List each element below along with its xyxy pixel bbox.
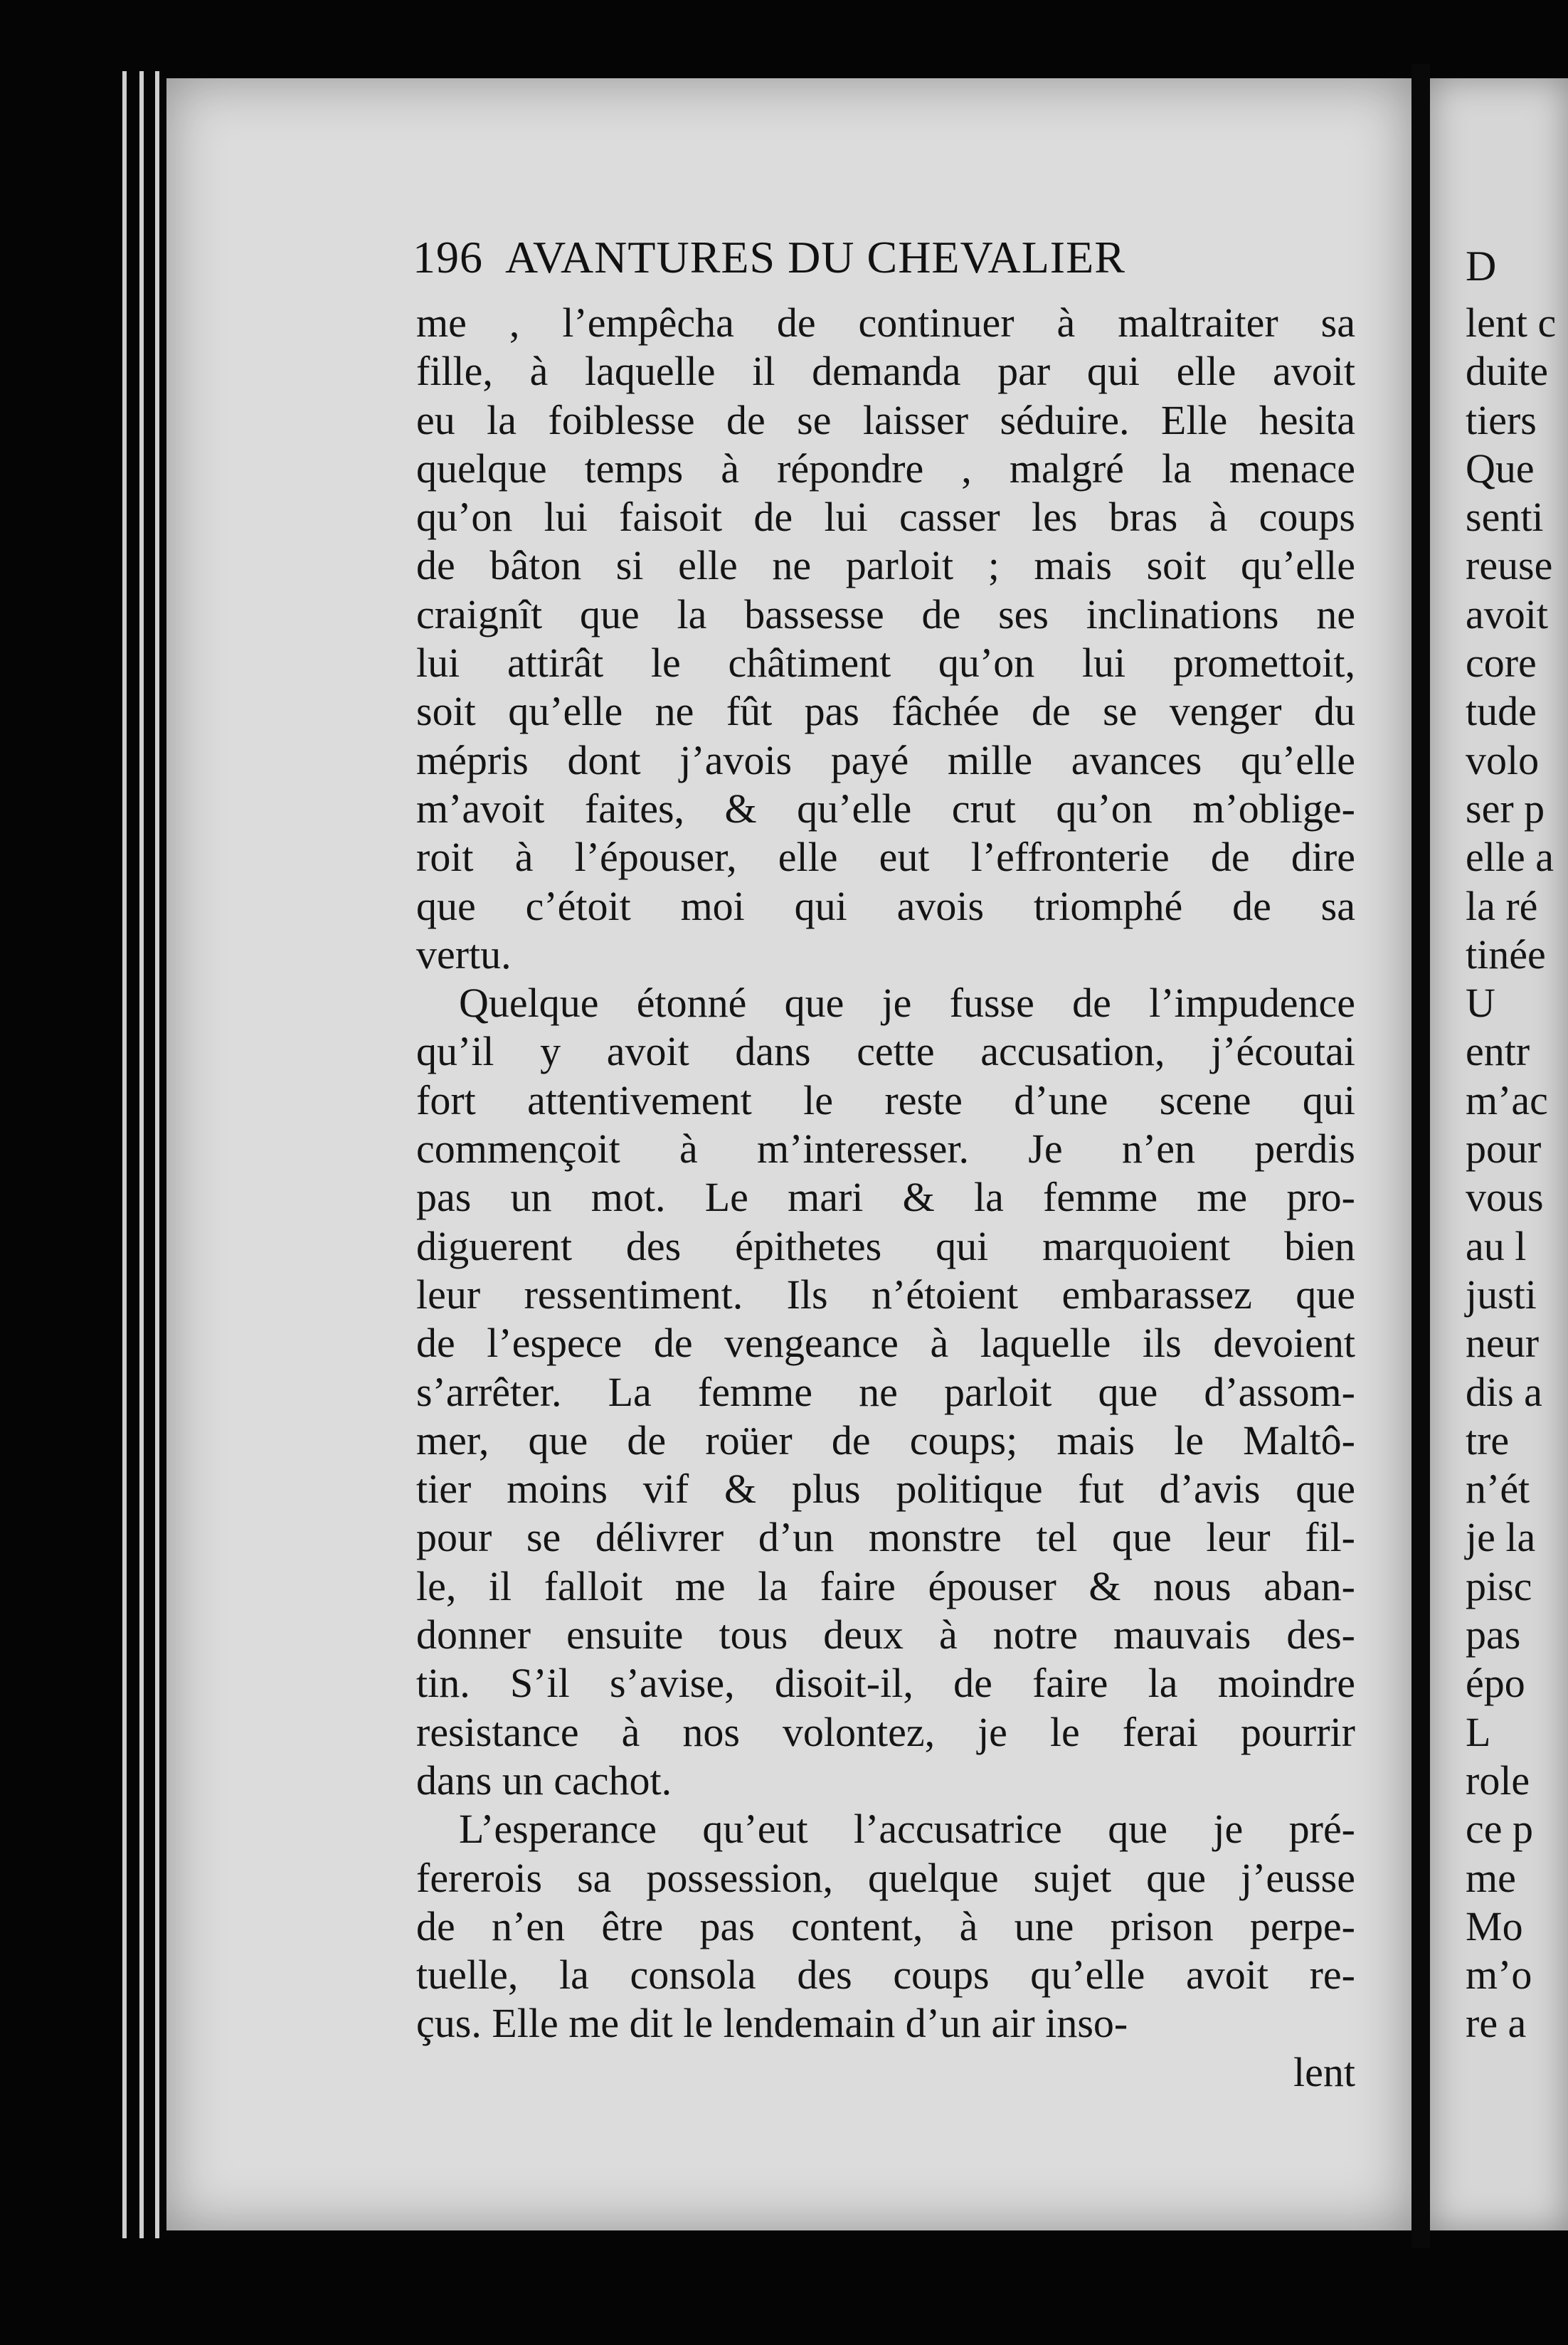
right-text-fragment: re a [1466, 2000, 1527, 2047]
right-text-fragment: vous [1466, 1174, 1544, 1221]
text-line: donner ensuite tous deux à notre mauvais des- [416, 1611, 1355, 1658]
right-text-fragment: entr [1466, 1028, 1530, 1075]
book-edge-line [122, 71, 127, 2238]
right-text-fragment: senti [1466, 494, 1544, 541]
right-text-fragment: Mo [1466, 1902, 1523, 1949]
text-line: de bâton si elle ne parloit ; mais soit qu’elle [416, 542, 1355, 589]
right-text-fragment: elle a [1466, 834, 1554, 881]
right-text-fragment: pas [1466, 1611, 1521, 1658]
text-line: le, il falloit me la faire épouser & nous aban- [416, 1562, 1355, 1609]
text-line: tuelle, la consola des coups qu’elle avoit re- [416, 1952, 1355, 1999]
text-line: me , l’empêcha de continuer à maltraiter sa [416, 300, 1355, 346]
running-title: AVANTURES DU CHEVALIER [505, 232, 1125, 282]
right-page-text [1466, 242, 1556, 2048]
right-text-fragment: me [1466, 1854, 1516, 1901]
right-text-fragment: ce p [1466, 1806, 1533, 1853]
right-text-fragment: neur [1466, 1320, 1540, 1367]
right-text-fragment: pisc [1466, 1562, 1532, 1609]
text-line: quelque temps à répondre , malgré la menace [416, 445, 1355, 492]
text-line: Quelque étonné que je fusse de l’impudence [459, 980, 1355, 1027]
right-text-fragment: ser p [1466, 785, 1545, 832]
book-edge-line [139, 71, 144, 2238]
text-line: que c’étoit moi qui avois triomphé de sa [416, 882, 1355, 929]
right-text-fragment: U [1466, 980, 1495, 1027]
right-text-fragment: lent c [1466, 300, 1557, 346]
right-text-fragment: tiers [1466, 396, 1537, 443]
right-text-fragment: au l [1466, 1222, 1527, 1269]
text-line: fille, à laquelle il demanda par qui elle avoit [416, 348, 1355, 395]
text-line: qu’on lui faisoit de lui casser les bras à coups [416, 494, 1355, 541]
right-text-fragment: dis a [1466, 1368, 1542, 1415]
text-line: tier moins vif & plus politique fut d’avis que [416, 1466, 1355, 1513]
text-line: qu’il y avoit dans cette accusation, j’écoutai [416, 1028, 1355, 1075]
right-text-fragment: Que [1466, 445, 1535, 492]
right-text-fragment: core [1466, 640, 1537, 687]
text-line: eu la foiblesse de se laisser séduire. Elle hesita [416, 396, 1355, 443]
text-line: mépris dont j’avois payé mille avances qu’elle [416, 736, 1355, 783]
running-header [413, 231, 1337, 295]
text-line: lui attirât le châtiment qu’on lui promettoit, [416, 640, 1355, 687]
text-line: vertu. [416, 931, 512, 978]
right-text-fragment: reuse [1466, 542, 1553, 589]
right-page-header: D [1466, 243, 1497, 290]
right-text-fragment: pour [1466, 1126, 1542, 1172]
book-edge-line [155, 71, 159, 2238]
text-line: dans un cachot. [416, 1757, 672, 1804]
text-line: m’avoit faites, & qu’elle crut qu’on m’oblige- [416, 785, 1355, 832]
right-text-fragment: tinée [1466, 931, 1546, 978]
text-line: fort attentivement le reste d’une scene qui [416, 1076, 1355, 1123]
text-line: de n’en être pas content, à une prison perpe- [416, 1902, 1355, 1949]
right-text-fragment: n’ét [1466, 1466, 1530, 1513]
right-text-fragment: je la [1466, 1514, 1536, 1561]
right-text-fragment: justi [1466, 1271, 1537, 1318]
text-line: L’esperance qu’eut l’accusatrice que je pré- [459, 1806, 1355, 1853]
right-text-fragment: role [1466, 1757, 1530, 1804]
text-line: craignît que la bassesse de ses inclinations ne [416, 591, 1355, 637]
text-line: soit qu’elle ne fût pas fâchée de se venger du [416, 688, 1355, 735]
text-line: s’arrêter. La femme ne parloit que d’assom- [416, 1368, 1355, 1415]
right-text-fragment: la ré [1466, 882, 1538, 929]
right-text-fragment: avoit [1466, 591, 1548, 637]
catchword: lent [1293, 2048, 1355, 2095]
text-line: de l’espece de vengeance à laquelle ils devoient [416, 1320, 1355, 1367]
left-page-text [416, 299, 1355, 2097]
text-line: pas un mot. Le mari & la femme me pro- [416, 1174, 1355, 1221]
right-text-fragment: L [1466, 1708, 1491, 1755]
right-text-fragment: duite [1466, 348, 1548, 395]
book-gutter [1411, 64, 1430, 2248]
text-line: tin. S’il s’avise, disoit-il, de faire la moindre [416, 1660, 1355, 1707]
text-line: pour se délivrer d’un monstre tel que leur fil- [416, 1514, 1355, 1561]
text-line: commençoit à m’interesser. Je n’en perdis [416, 1126, 1355, 1172]
text-line: leur ressentiment. Ils n’étoient embarassez que [416, 1271, 1355, 1318]
right-text-fragment: m’ac [1466, 1076, 1548, 1123]
text-line: fererois sa possession, quelque sujet que j’eusse [416, 1854, 1355, 1901]
right-text-fragment: volo [1466, 736, 1540, 783]
right-text-fragment: épo [1466, 1660, 1525, 1707]
text-line: çus. Elle me dit le lendemain d’un air inso- [416, 2000, 1128, 2047]
text-line: diguerent des épithetes qui marquoient bien [416, 1222, 1355, 1269]
text-line: roit à l’épouser, elle eut l’effronterie de dire [416, 834, 1355, 881]
text-line: resistance à nos volontez, je le ferai pourrir [416, 1708, 1355, 1755]
page-number: 196 [413, 232, 483, 282]
text-line: mer, que de roüer de coups; mais le Maltô- [416, 1417, 1355, 1463]
right-text-fragment: tude [1466, 688, 1537, 735]
right-text-fragment: m’o [1466, 1952, 1532, 1999]
right-text-fragment: tre [1466, 1417, 1510, 1463]
